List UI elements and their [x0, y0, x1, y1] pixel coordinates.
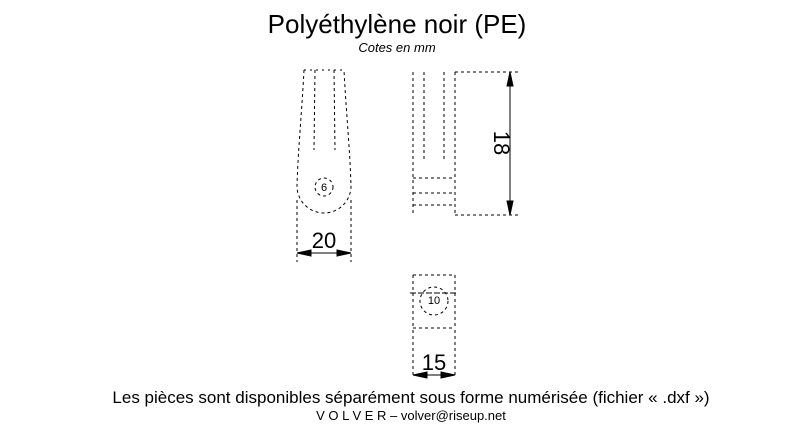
round-label: 10: [427, 295, 441, 307]
height-label: 18: [489, 130, 514, 156]
base-label: 15: [421, 350, 447, 375]
width-label: 20: [311, 228, 337, 253]
page-title: Polyéthylène noir (PE): [267, 9, 527, 39]
width-arrow-left: [297, 250, 311, 256]
units-note: Cotes en mm: [358, 40, 436, 55]
height-arrow-top: [507, 72, 513, 86]
side-profile-inner: [424, 72, 444, 160]
credit-line: V O L V E R – volver@riseup.net: [316, 408, 506, 423]
side-profile-hole-lines: [413, 178, 455, 205]
height-arrow-bottom: [507, 201, 513, 215]
width-arrow-right: [337, 250, 351, 256]
inner-circle-label: 6: [320, 182, 328, 194]
side-profile-outline: [413, 72, 455, 215]
availability-note: Les pièces sont disponibles séparément sous forme numérisée (fichier « .dxf »): [112, 388, 710, 407]
front-profile-slot: [314, 70, 335, 150]
